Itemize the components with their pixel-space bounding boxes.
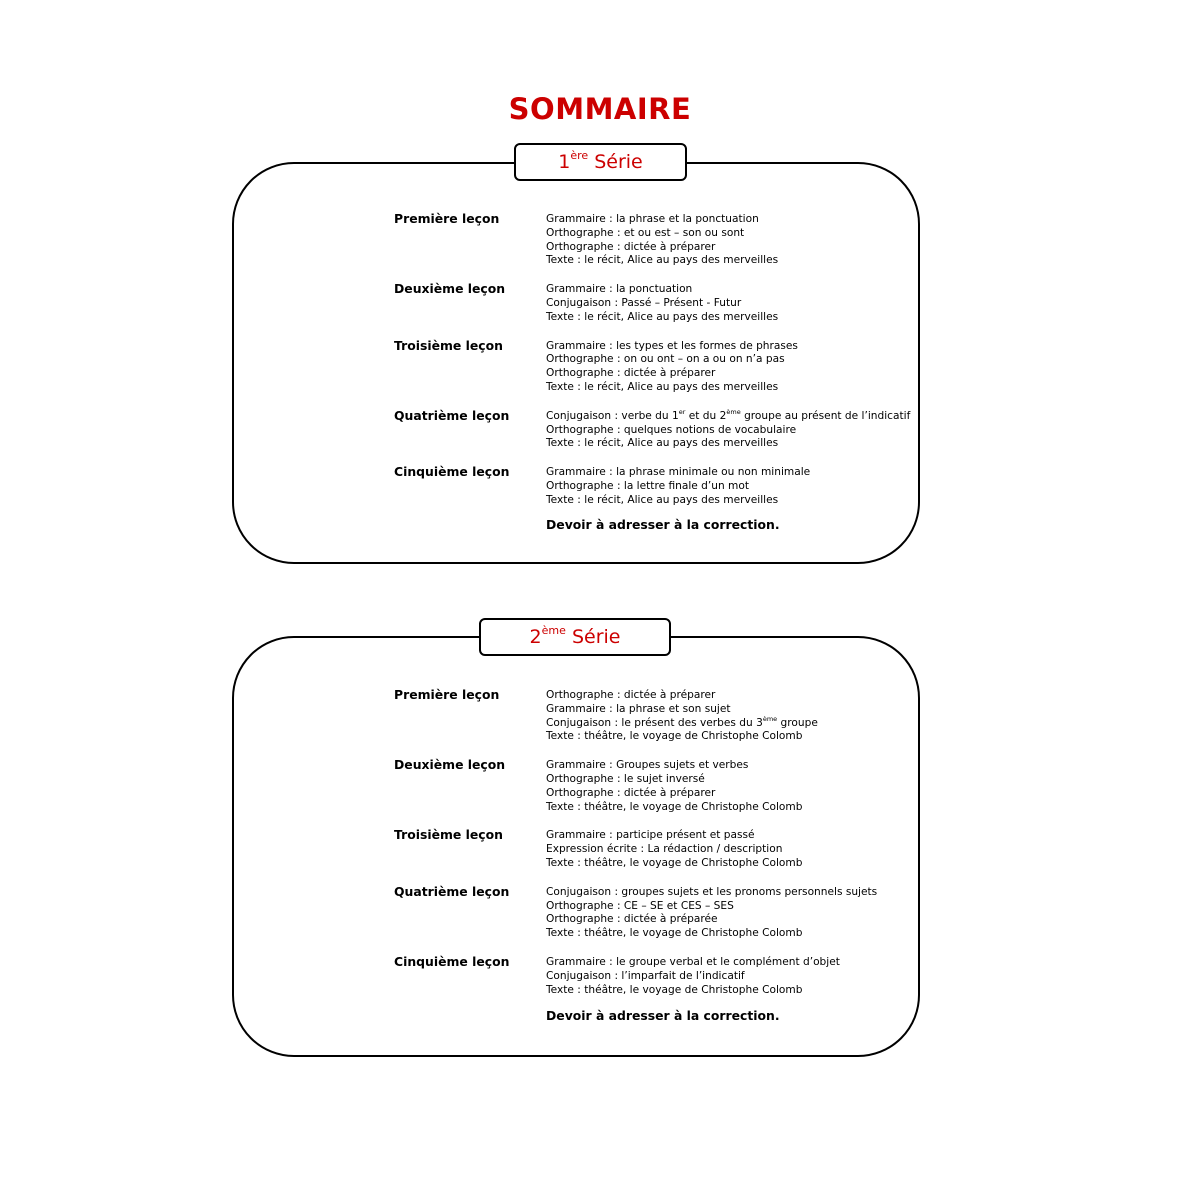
lesson-items xyxy=(546,464,914,507)
lesson-block xyxy=(394,464,914,507)
lesson-title: Première leçon xyxy=(394,687,500,702)
lesson-item: Orthographe : dictée à préparer xyxy=(546,240,716,253)
lesson-items xyxy=(546,954,914,997)
serie-1-superscript: ère xyxy=(570,149,589,162)
lesson-item-text: groupe au présent de l’indicatif xyxy=(740,409,911,422)
lesson-title: Quatrième leçon xyxy=(394,407,510,423)
lesson-block xyxy=(394,827,914,870)
lesson-item: Orthographe : dictée à préparer xyxy=(546,689,716,701)
lesson-item: Orthographe : on ou ont – on a ou on n’a pas xyxy=(546,353,785,366)
serie-2-number: 2 xyxy=(529,626,542,648)
lesson-item: Expression écrite : La rédaction / description xyxy=(546,843,783,856)
lesson-items xyxy=(546,408,914,451)
page-title: SOMMAIRE xyxy=(508,92,692,126)
lesson-items xyxy=(546,884,914,941)
serie-2-superscript: ème xyxy=(541,624,566,637)
lesson-block xyxy=(394,884,914,941)
lesson-item: Texte : théâtre, le voyage de Christophe Colomb xyxy=(546,730,803,743)
lesson-title: Cinquième leçon xyxy=(394,464,510,480)
lesson-block xyxy=(394,338,914,395)
lesson-item: Texte : théâtre, le voyage de Christophe Colomb xyxy=(546,800,803,813)
serie-1-devoir: Devoir à adresser à la correction. xyxy=(546,517,780,532)
lesson-item: Conjugaison : groupes sujets et les pronoms personnels sujets xyxy=(546,885,878,898)
lesson-item xyxy=(546,407,914,424)
lesson-title: Troisième leçon xyxy=(394,827,503,843)
lesson-title: Quatrième leçon xyxy=(394,883,510,899)
lesson-item-text: et du 2 xyxy=(685,409,727,422)
lesson-items xyxy=(546,338,914,395)
lesson-title: Troisième leçon xyxy=(394,337,503,353)
lesson-item: Orthographe : la lettre finale d’un mot xyxy=(546,479,750,492)
serie-1-label xyxy=(514,143,687,181)
lesson-item: Texte : théâtre, le voyage de Christophe Colomb xyxy=(546,856,803,869)
lesson-item-text: Conjugaison : le présent des verbes du 3 xyxy=(546,716,763,729)
lesson-items xyxy=(546,281,914,324)
serie-2-word: Série xyxy=(571,626,621,648)
lesson-item: Conjugaison : Passé – Présent - Futur xyxy=(546,296,742,309)
lesson-items xyxy=(546,211,914,268)
lesson-block xyxy=(394,408,914,451)
lesson-item-superscript: ème xyxy=(726,407,741,416)
lesson-items xyxy=(546,687,914,744)
lesson-item: Orthographe : et ou est – son ou sont xyxy=(546,226,745,239)
lesson-item: Orthographe : quelques notions de vocabulaire xyxy=(546,423,797,436)
lesson-item: Grammaire : les types et les formes de phrases xyxy=(546,339,798,352)
lesson-item: Grammaire : le groupe verbal et le complément d’objet xyxy=(546,955,840,968)
lesson-block xyxy=(394,757,914,814)
lesson-title: Deuxième leçon xyxy=(394,757,506,773)
serie-1-number: 1 xyxy=(558,151,571,173)
lesson-item: Orthographe : dictée à préparée xyxy=(546,913,718,926)
lesson-items xyxy=(546,757,914,814)
lesson-item: Texte : théâtre, le voyage de Christophe Colomb xyxy=(546,927,803,940)
lesson-item-text: groupe xyxy=(777,716,818,729)
lesson-item-superscript: er xyxy=(678,407,686,416)
serie-1-word: Série xyxy=(594,151,643,173)
serie-2-devoir: Devoir à adresser à la correction. xyxy=(546,1008,780,1023)
lesson-item: Texte : le récit, Alice au pays des merveilles xyxy=(546,310,779,323)
lesson-item: Texte : le récit, Alice au pays des merveilles xyxy=(546,437,779,450)
serie-2-label xyxy=(479,618,671,656)
lesson-item: Conjugaison : l’imparfait de l’indicatif xyxy=(546,969,745,982)
lesson-block xyxy=(394,687,914,744)
lesson-item: Orthographe : dictée à préparer xyxy=(546,367,716,380)
lesson-block xyxy=(394,211,914,268)
lesson-item: Texte : le récit, Alice au pays des merveilles xyxy=(546,493,779,506)
lesson-item: Grammaire : participe présent et passé xyxy=(546,829,755,842)
lesson-block xyxy=(394,281,914,324)
serie-1-lessons xyxy=(394,211,914,508)
lesson-item-superscript: ème xyxy=(762,714,778,723)
lesson-block xyxy=(394,954,914,997)
lesson-title: Première leçon xyxy=(394,211,500,226)
lesson-title: Deuxième leçon xyxy=(394,281,506,297)
lesson-item: Orthographe : CE – SE et CES – SES xyxy=(546,899,734,912)
serie-2-lessons xyxy=(394,687,914,997)
lesson-item: Grammaire : la phrase et la ponctuation xyxy=(546,213,759,225)
lesson-title: Cinquième leçon xyxy=(394,953,510,969)
lesson-item: Orthographe : le sujet inversé xyxy=(546,772,705,785)
lesson-item-text: Conjugaison : verbe du 1 xyxy=(546,409,679,422)
lesson-item: Grammaire : la phrase et son sujet xyxy=(546,702,731,715)
lesson-item: Texte : théâtre, le voyage de Christophe Colomb xyxy=(546,983,803,996)
lesson-items xyxy=(546,827,914,870)
lesson-item: Texte : le récit, Alice au pays des merveilles xyxy=(546,254,779,267)
lesson-item: Grammaire : la ponctuation xyxy=(546,283,693,296)
lesson-item: Grammaire : Groupes sujets et verbes xyxy=(546,759,749,772)
lesson-item: Texte : le récit, Alice au pays des merveilles xyxy=(546,380,779,393)
lesson-item xyxy=(546,714,914,731)
lesson-item: Grammaire : la phrase minimale ou non minimale xyxy=(546,466,811,479)
lesson-item: Orthographe : dictée à préparer xyxy=(546,786,716,799)
